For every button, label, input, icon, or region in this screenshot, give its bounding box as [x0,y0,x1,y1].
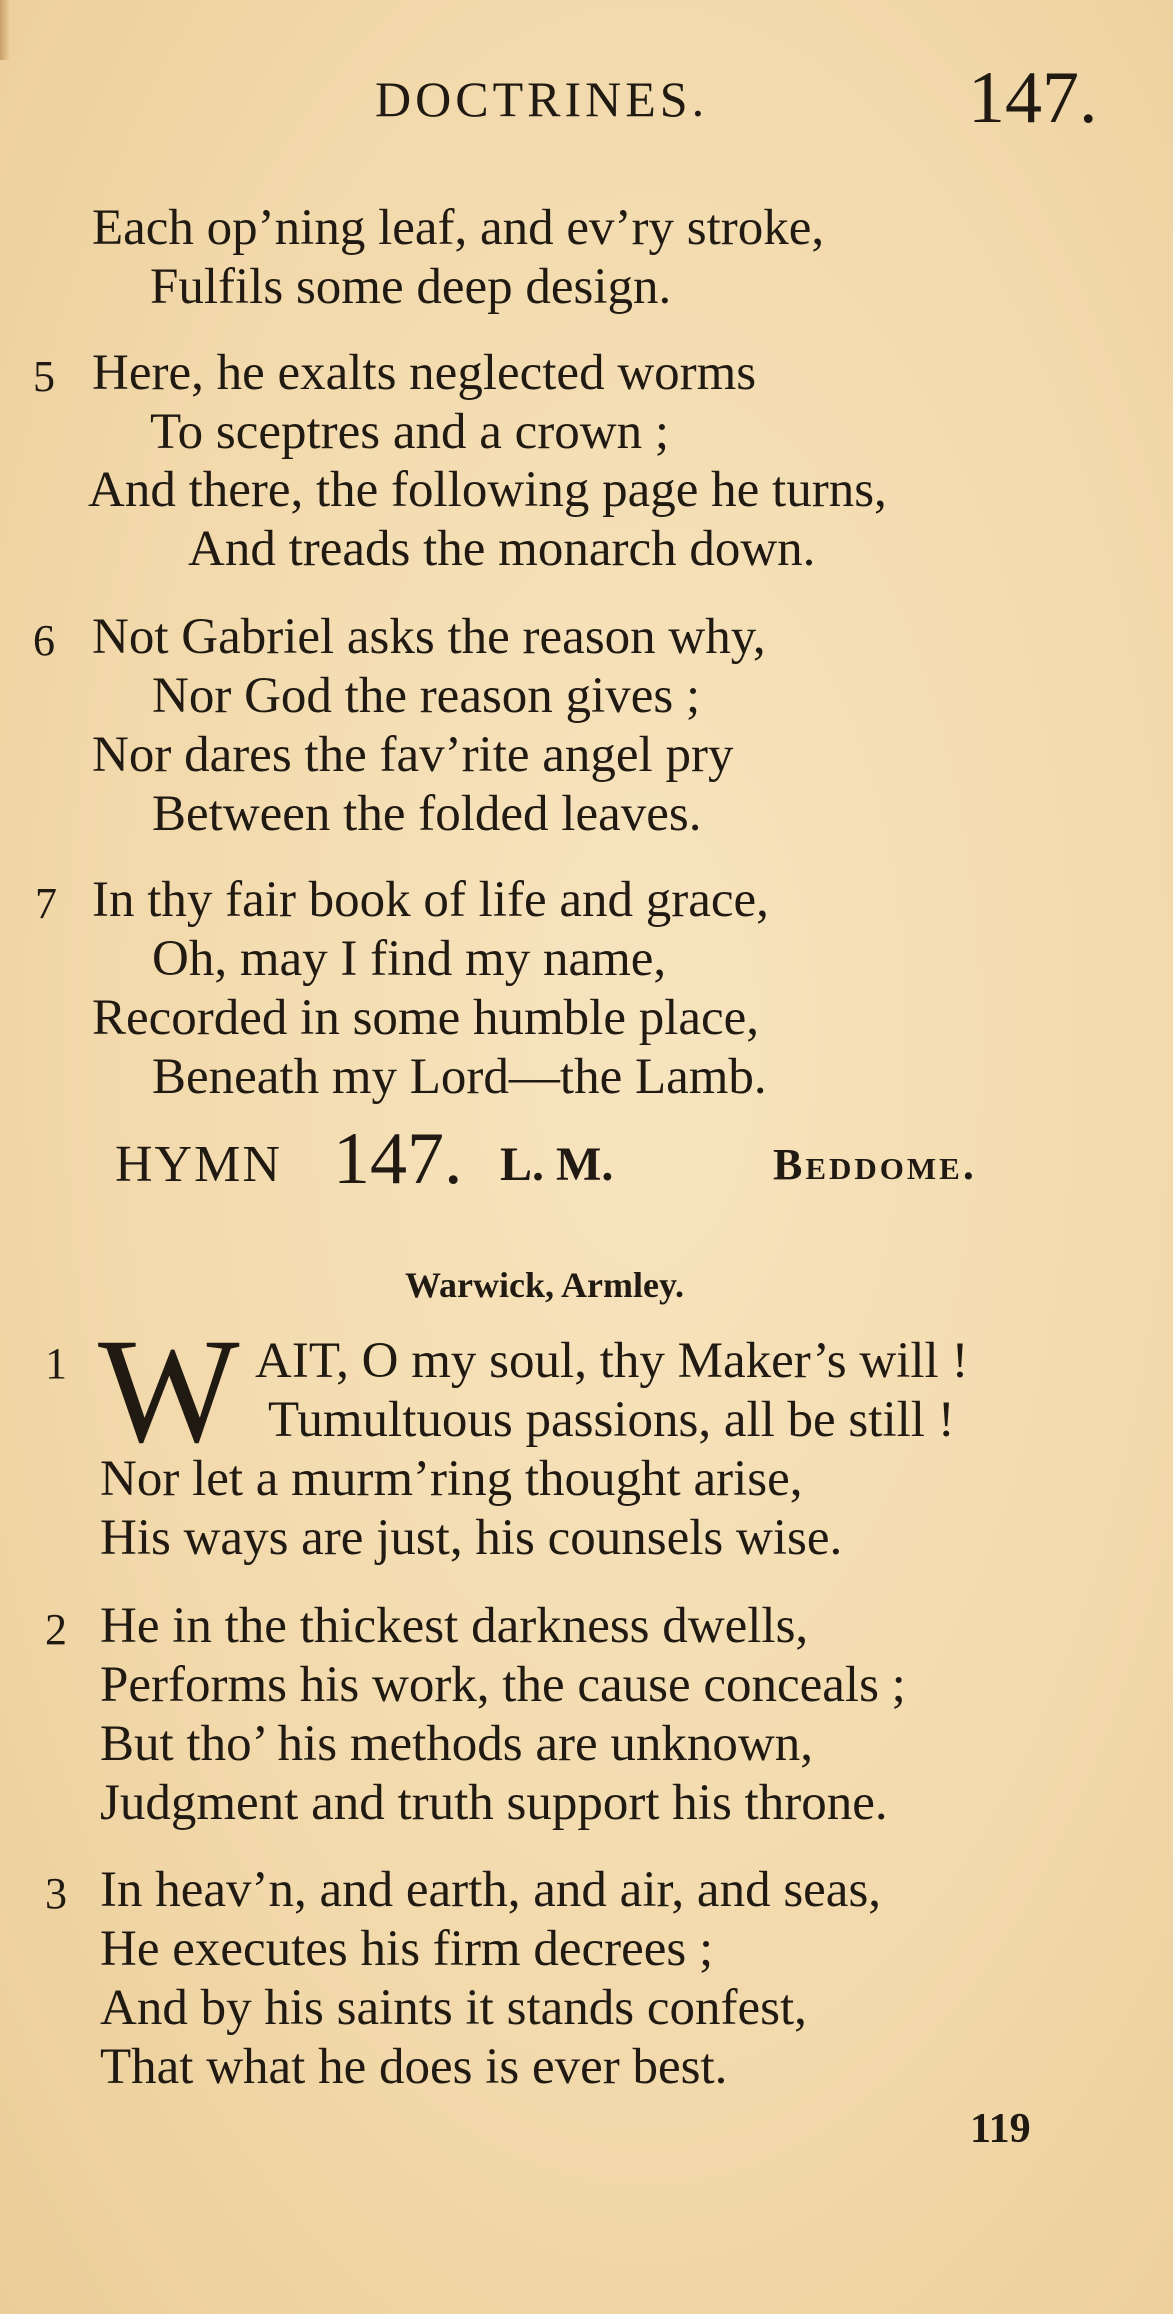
verse-line: Tumultuous passions, all be still ! [268,1392,955,1448]
verse-number: 5 [33,352,55,401]
verse-line: Nor let a murm’ring thought arise, [100,1451,803,1507]
hymn-author: Beddome. [773,1140,977,1189]
verse-number: 2 [45,1605,67,1654]
verse-line: And there, the following page he turns, [88,462,887,518]
verse-line: In thy fair book of life and grace, [92,872,769,928]
hymn-label: HYMN [115,1136,282,1193]
verse-number: 1 [45,1339,67,1388]
verse-line: Nor God the reason gives ; [152,668,701,724]
tune-names: Warwick, Armley. [405,1265,684,1305]
verse-number: 3 [45,1869,67,1918]
verse-line: Performs his work, the cause conceals ; [100,1657,906,1713]
verse-line: But tho’ his methods are unknown, [100,1716,813,1772]
verse-line: Here, he exalts neglected worms [92,345,757,401]
page-number: 147. [968,57,1098,139]
verse-line: Nor dares the fav’rite angel pry [92,727,734,783]
verse-number: 7 [35,879,57,928]
drop-cap: W [98,1308,240,1474]
hymn-number: 147. [333,1118,463,1200]
hymn-meter: L. M. [500,1138,614,1191]
verse-line: Between the folded leaves. [152,786,702,842]
verse-line: Judgment and truth support his throne. [100,1775,888,1831]
verse-line: That what he does is ever best. [100,2039,728,2095]
verse-line: AIT, O my soul, thy Maker’s will ! [255,1333,969,1389]
verse-line: And by his saints it stands confest, [100,1980,807,2036]
verse-line: Beneath my Lord—the Lamb. [152,1049,767,1105]
continuation-line: Each op’ning leaf, and ev’ry stroke, [92,200,825,256]
verse-line: To sceptres and a crown ; [150,404,669,460]
verse-line: Recorded in some humble place, [92,990,760,1046]
running-head: DOCTRINES. [375,71,709,127]
verse-line: His ways are just, his counsels wise. [100,1510,843,1566]
page-edge-shadow [0,0,10,60]
verse-number: 6 [33,616,55,665]
verse-line: And treads the monarch down. [188,521,816,577]
verse-line: In heav’n, and earth, and air, and seas, [100,1862,882,1918]
verse-line: He executes his firm decrees ; [100,1921,714,1977]
signature-number: 119 [970,2106,1031,2152]
verse-line: He in the thickest darkness dwells, [100,1598,809,1654]
verse-line: Not Gabriel asks the reason why, [92,609,766,665]
hymn-heading [115,1117,1045,1200]
verse-line: Oh, may I find my name, [152,931,667,987]
continuation-line: Fulfils some deep design. [150,259,672,315]
